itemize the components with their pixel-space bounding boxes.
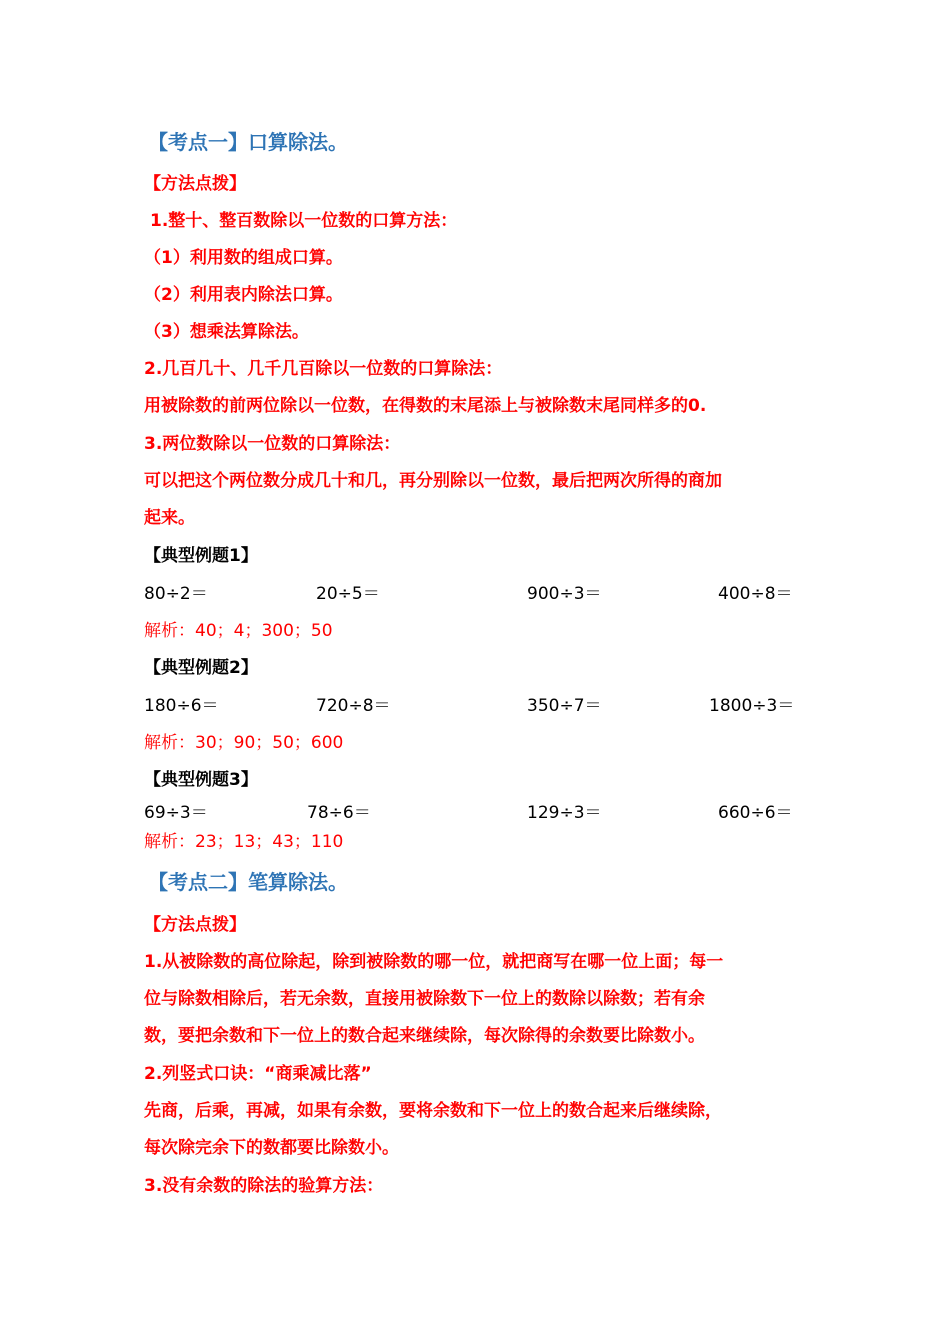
- example-problem: 129÷3＝: [527, 803, 602, 823]
- example-heading: 【典型例题3】: [144, 770, 258, 790]
- method-item: 先商，后乘，再减，如果有余数，要将余数和下一位上的数合起来后继续除，: [144, 1101, 722, 1121]
- example-problem: 720÷8＝: [316, 696, 391, 716]
- method-item: 3.两位数除以一位数的口算除法：: [144, 434, 401, 454]
- example-problem: 180÷6＝: [144, 696, 219, 716]
- method-item: 用被除数的前两位除以一位数，在得数的末尾添上与被除数末尾同样多的0.: [144, 396, 707, 416]
- example-problem: 80÷2＝: [144, 584, 208, 604]
- method-item: 每次除完余下的数都要比除数小。: [144, 1138, 399, 1158]
- example-problem: 20÷5＝: [316, 584, 380, 604]
- example-problem: 660÷6＝: [718, 803, 793, 823]
- method-item: 2.几百几十、几千几百除以一位数的口算除法：: [144, 359, 503, 379]
- example-problem: 1800÷3＝: [709, 696, 795, 716]
- method-item: 起来。: [144, 508, 195, 528]
- example-problem: 900÷3＝: [527, 584, 602, 604]
- example-problem: 400÷8＝: [718, 584, 793, 604]
- example-answer: 解析：40；4；300；50: [144, 621, 333, 641]
- example-problem: 69÷3＝: [144, 803, 208, 823]
- method-item: 可以把这个两位数分成几十和几，再分别除以一位数，最后把两次所得的商加: [144, 471, 722, 491]
- example-heading: 【典型例题2】: [144, 658, 258, 678]
- example-answer: 解析：30；90；50；600: [144, 733, 344, 753]
- example-answer: 解析：23；13；43；110: [144, 832, 344, 852]
- method-item: （1）利用数的组成口算。: [144, 248, 343, 268]
- example-problem: 78÷6＝: [307, 803, 371, 823]
- method-item: 3.没有余数的除法的验算方法：: [144, 1176, 384, 1196]
- method-item: 1.从被除数的高位除起，除到被除数的哪一位，就把商写在哪一位上面；每一: [144, 952, 724, 972]
- example-heading: 【典型例题1】: [144, 546, 258, 566]
- example-problem: 350÷7＝: [527, 696, 602, 716]
- method-item: 位与除数相除后，若无余数，直接用被除数下一位上的数除以除数；若有余: [144, 989, 705, 1009]
- method-item: （2）利用表内除法口算。: [144, 285, 343, 305]
- method-heading-2: 【方法点拨】: [144, 915, 246, 935]
- section-1-title: 【考点一】口算除法。: [148, 130, 348, 154]
- method-item: （3）想乘法算除法。: [144, 322, 309, 342]
- method-item: 1.整十、整百数除以一位数的口算方法：: [150, 211, 458, 231]
- method-item: 2.列竖式口诀：“商乘减比落”: [144, 1064, 372, 1084]
- method-item: 数，要把余数和下一位上的数合起来继续除，每次除得的余数要比除数小。: [144, 1026, 705, 1046]
- method-heading-1: 【方法点拨】: [144, 174, 246, 194]
- section-2-title: 【考点二】笔算除法。: [148, 870, 348, 894]
